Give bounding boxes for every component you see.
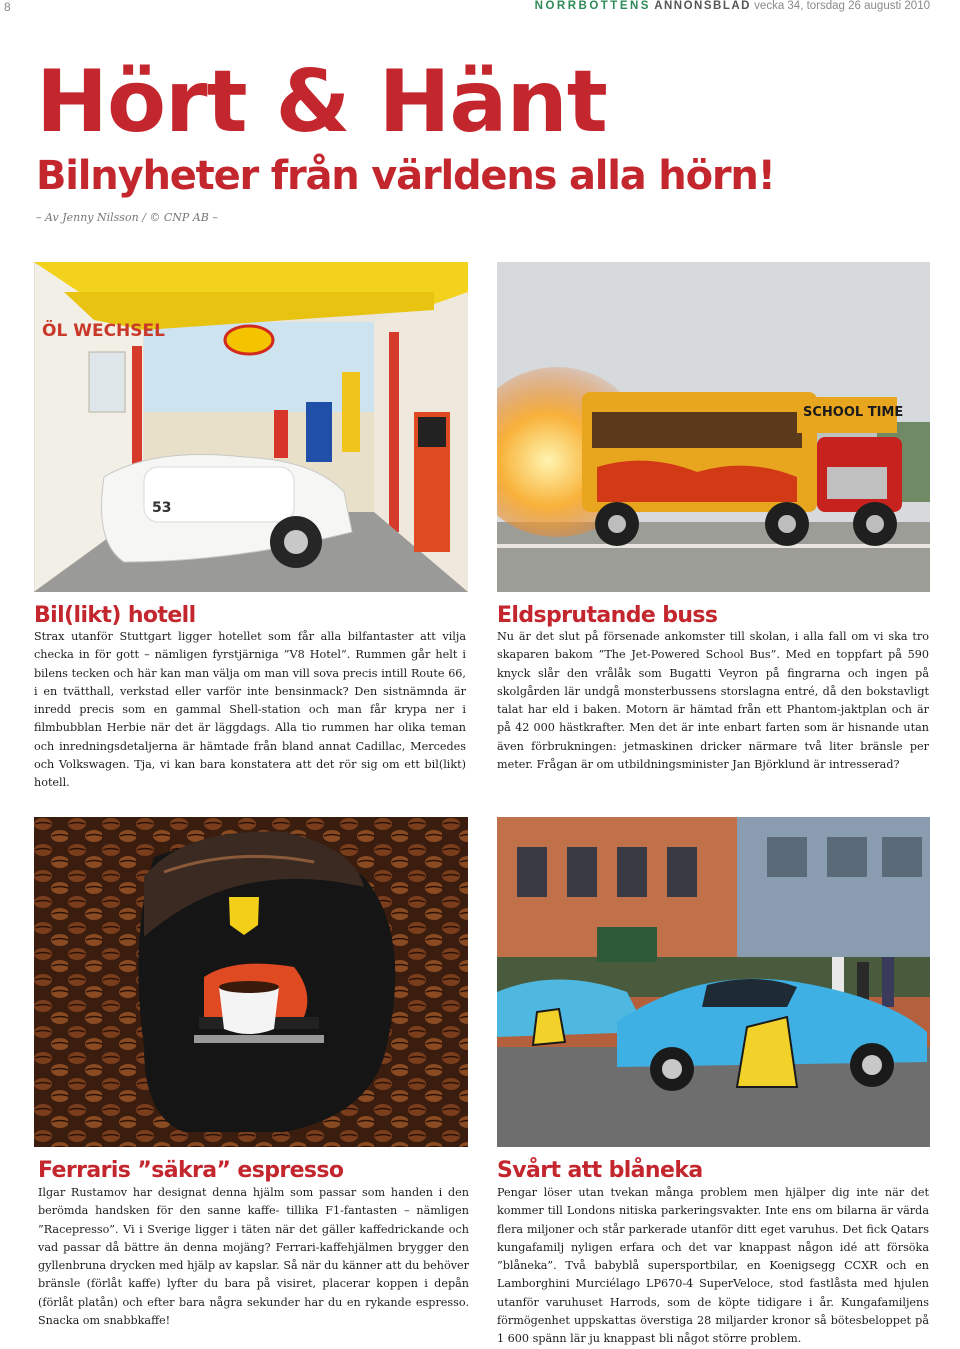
bus-sign-text: SCHOOL TIME <box>803 405 904 420</box>
harrods-cars-photo <box>497 817 930 1147</box>
brand-annonsblad: ANNONSBLAD <box>654 0 751 12</box>
hotel-sign-text: ÖL WECHSEL <box>42 321 165 341</box>
page-title: Hört & Hänt <box>36 52 607 152</box>
article-body-bus: Nu är det slut på försenade ankomster till skolan, i alla fall om vi ska tro skaparen bakom ”The Jet-Powered School Bus”. Med en toppfart på 590 knyck slår den vrålåk som Bugatti Veyron på fingrarna och ingen på skolgården lär undgå monsterbussens storslagna entré, då den bokstavligt talat har eld i baken. Motorn är hämtad från ett Phantom-jaktplan och är på 42 000 hästkrafter. Men det är inte enbart farten som är hisnande utan även förbrukningen: jetmaskinen dricker närmare två liter bränsle per meter. Frågan är om utbildningsminister Jan Björklund är intresserad? <box>497 630 929 772</box>
page-number: 8 <box>4 0 11 14</box>
article-heading-hotel: Bil(likt) hotell <box>34 603 196 628</box>
page-subtitle: Bilnyheter från världens alla hörn! <box>36 153 775 199</box>
hotel-room-photo <box>34 262 468 592</box>
masthead <box>535 0 930 12</box>
article-heading-espresso: Ferraris ”säkra” espresso <box>38 1158 344 1183</box>
byline: – Av Jenny Nilsson / © CNP AB – <box>36 211 218 224</box>
brand-norrbottens: NORRBOTTENS <box>534 0 651 12</box>
issue-date: vecka 34, torsdag 26 augusti 2010 <box>754 0 930 12</box>
espresso-helmet-photo <box>34 817 468 1147</box>
article-heading-bus: Eldsprutande buss <box>497 603 718 628</box>
article-body-harrods: Pengar löser utan tvekan många problem men hjälper dig inte när det kommer till Londons nitiska parkeringsvakter. Inte ens om bilarna är värda flera miljoner och står parkerade utanför ditt eget varuhus. Det fick Qatars kungafamilj nyligen erfara och det var knappast någon idé att försöka ”blåneka”. Två babyblå supersportbilar, en Koenigsegg CCXR och en Lamborghini Murciélago LP670-4 SuperVeloce, stod fastlåsta med hjulen utanför varuhuset Harrods, som de köpte tidigare i år. Kungafamiljens förmögenhet uppskattas överstiga 28 miljarder kronor så bötesbeloppet på 1 600 spänn lär ju knappast bli något större problem. <box>497 1186 929 1346</box>
car-number-text: 53 <box>152 500 172 516</box>
article-heading-harrods: Svårt att blåneka <box>497 1158 703 1183</box>
article-body-hotel: Strax utanför Stuttgart ligger hotellet som får alla bilfantaster att vilja checka in för gott – nämligen fyrstjärniga ”V8 Hotel”. Rummen går helt i bilens tecken och här kan man välja om man vill sova precis intill Route 66, i en tvätthall, verkstad eller varför inte bensinmack? Den sistnämnda är inredd precis som en gammal Shell-station och man får krypa ner i filmbubblan Herbie när det är läggdags. Alla tio rummen har olika teman och inredningsdetaljerna är hämtade från bland annat Cadillac, Mercedes och Volkswagen. Tja, vi kan bara konstatera att det rör sig om ett bil(likt) hotell. <box>34 630 466 790</box>
jet-bus-photo <box>497 262 930 592</box>
article-body-espresso: Ilgar Rustamov har designat denna hjälm som passar som handen i den berömda handsken för den sanne kaffe- tillika F1-fantasten – nämligen ”Racepresso”. Vi i Sverige ligger i täten när det gäller kaffedrickande och vad passar då bättre än denna mojäng? Ferrari-kaffehjälmen brygger den gyllenbruna drycken med hjälp av kapslar. Så när du känner att du behöver bränsle (förlåt kaffe) lyfter du bara på visiret, placerar koppen i depån (förlåt platån) och efter bara några sekunder har du en rykande espresso. Snacka om snabbkaffe! <box>38 1186 469 1328</box>
